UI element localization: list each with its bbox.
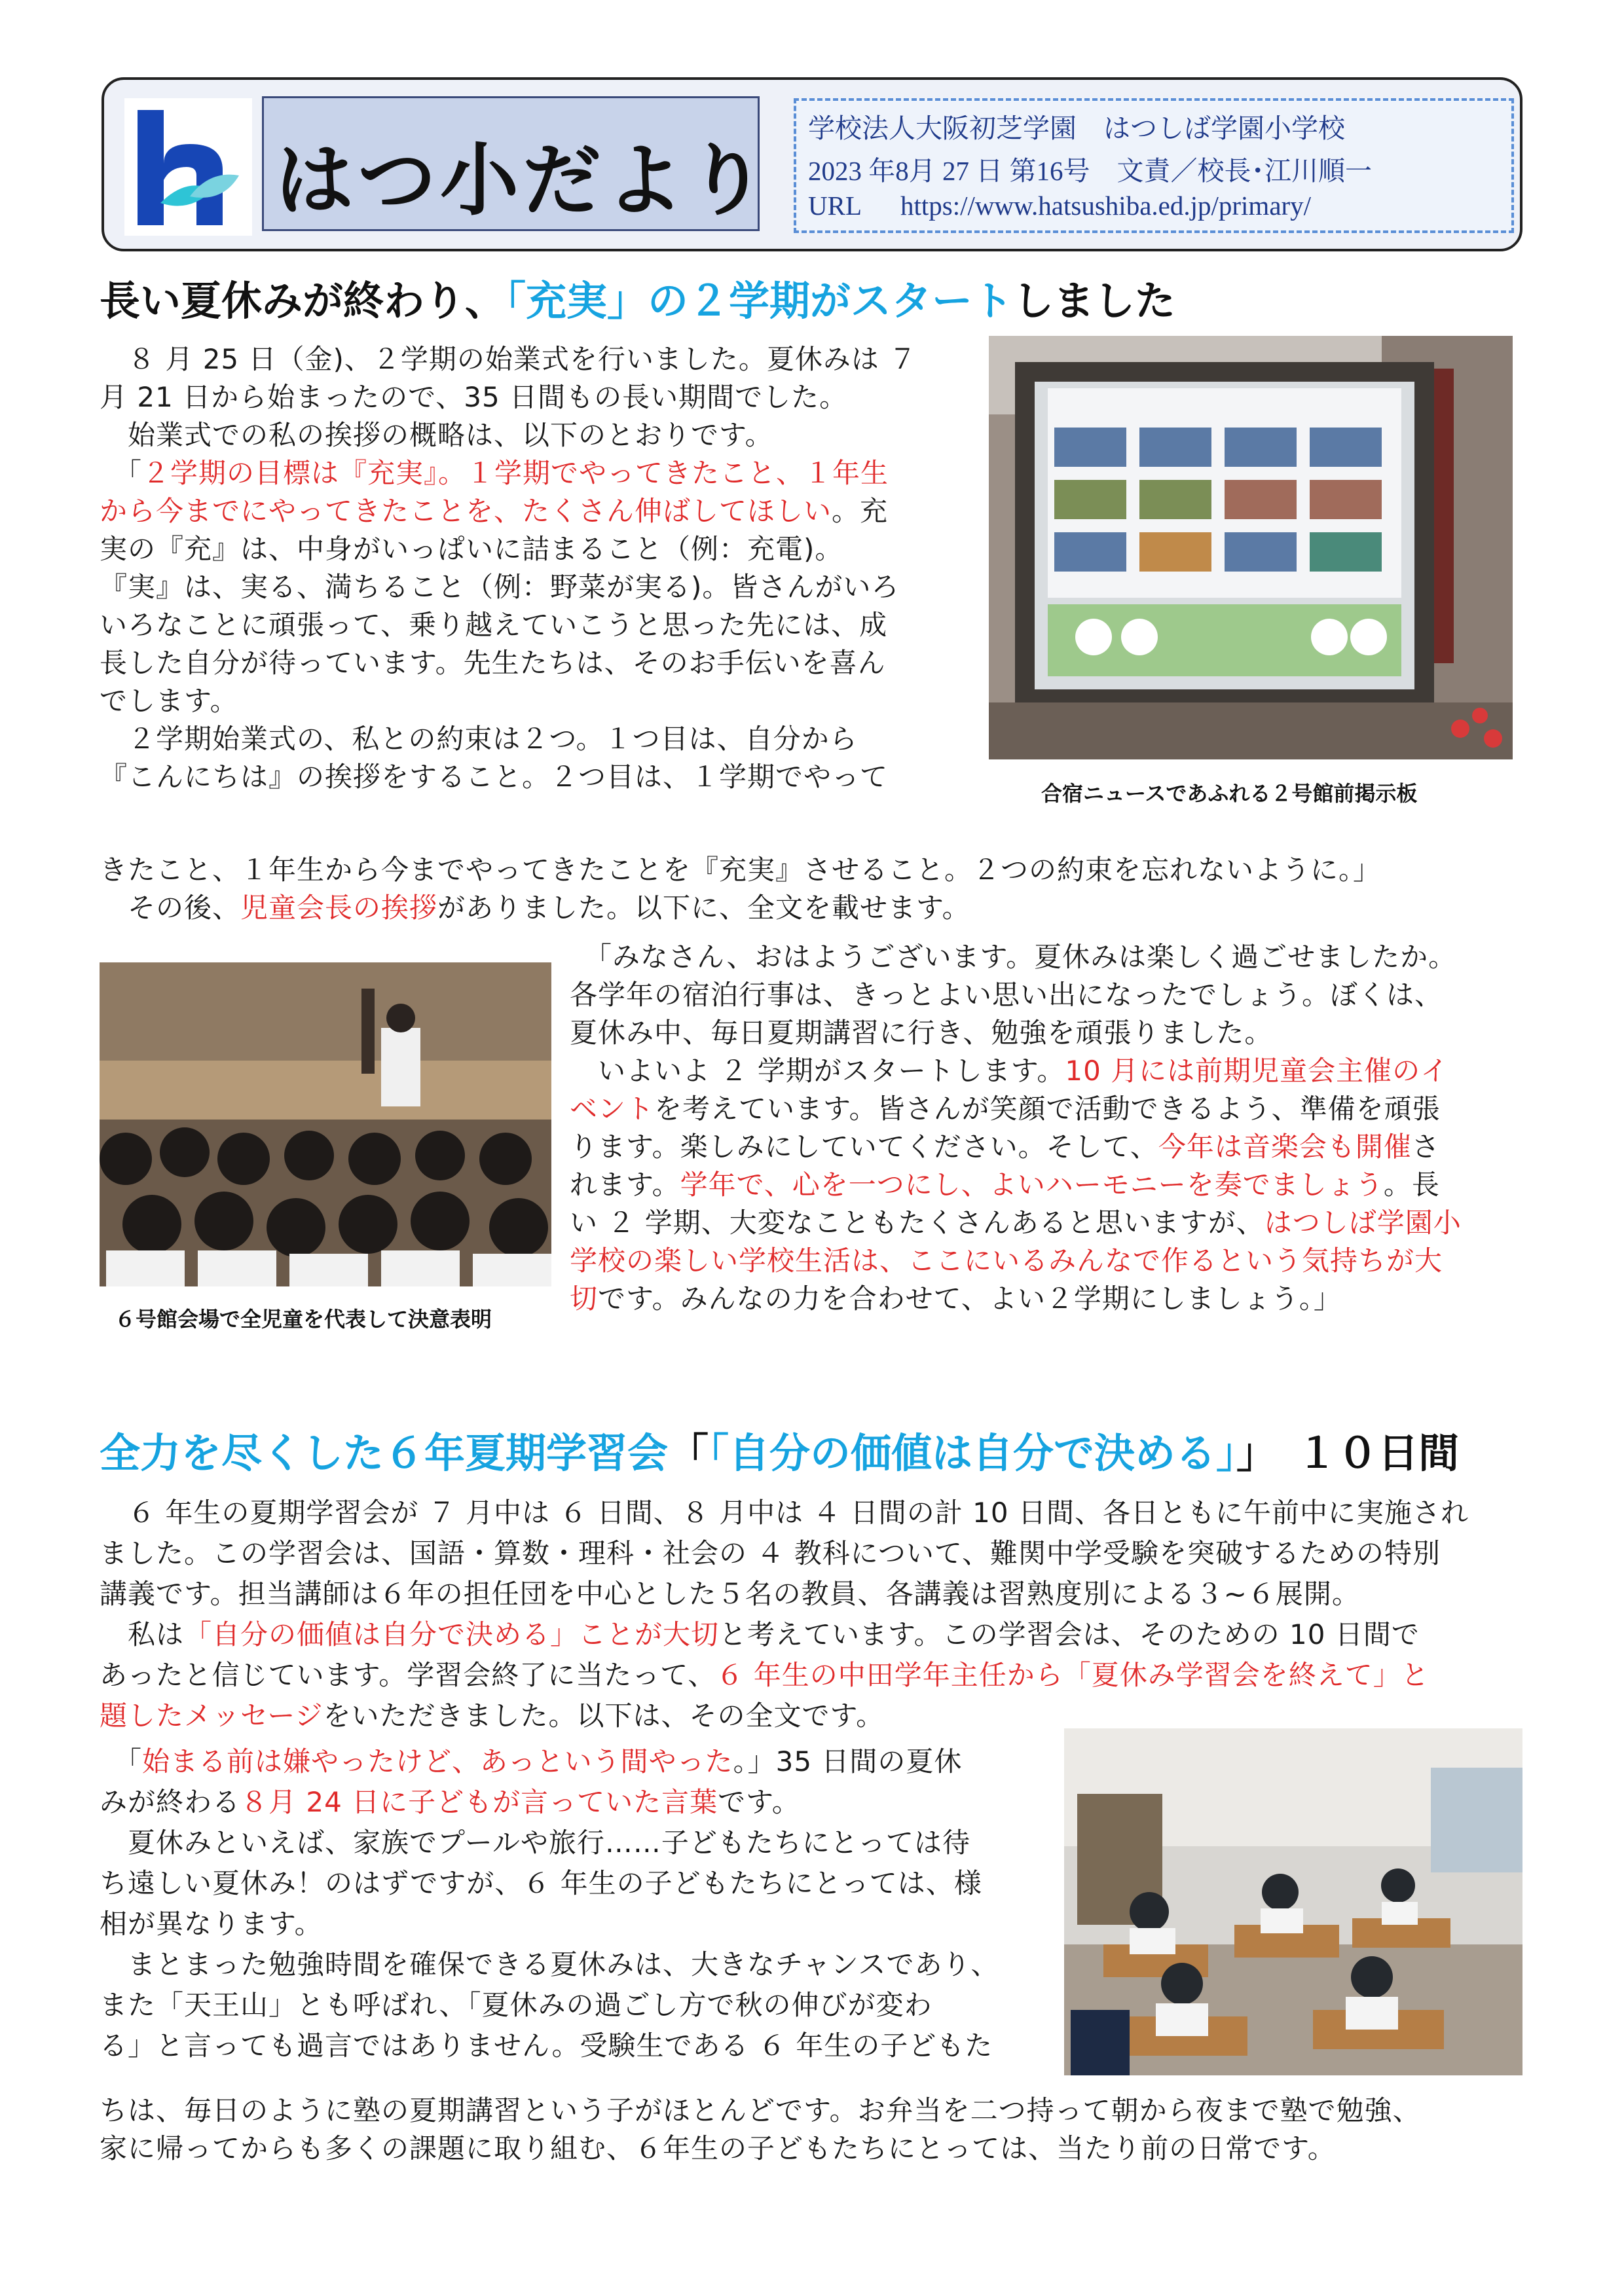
text-line bbox=[100, 1823, 999, 1863]
body-text: 家に帰ってからも多くの課題に取り組む、６年生の子どもたちにとっては、当たり前の日常です。 bbox=[100, 2132, 1336, 2164]
text-line bbox=[100, 2130, 1421, 2168]
text-line bbox=[100, 606, 917, 644]
text-line bbox=[100, 1533, 1469, 1574]
body-text: 私は bbox=[100, 1618, 185, 1650]
text-line bbox=[100, 1574, 1469, 1614]
emphasis-text: 児童会長の挨拶 bbox=[240, 892, 438, 924]
text-line bbox=[100, 758, 917, 796]
text-line bbox=[100, 1614, 1469, 1655]
text-line bbox=[570, 1090, 1462, 1128]
url-line bbox=[808, 190, 1311, 221]
school-logo-icon bbox=[124, 98, 252, 236]
emphasis-text: 題したメッセージ bbox=[100, 1700, 323, 1732]
body-text: いよいよ ２ 学期がスタートします。 bbox=[570, 1055, 1065, 1087]
body-text: ちは、毎日のように塾の夏期講習という子がほとんどです。お弁当を二つ持って朝から夜まで塾で勉強、 bbox=[100, 2094, 1421, 2126]
body-text: 相が異なります。 bbox=[100, 1908, 323, 1940]
body-text: 夏休み中、毎日夏期講習に行き、勉強を頑張りました。 bbox=[570, 1017, 1273, 1049]
body-text: ６ 年生の夏期学習会が ７ 月中は ６ 日間、８ 月中は ４ 日間の計 10 日間、各日ともに午前中に実施され bbox=[100, 1497, 1469, 1529]
body-text: いろなことに頑張って、乗り越えていこうと思った先には、成 bbox=[100, 609, 888, 641]
body-text: い ２ 学期、大変なこともたくさんあると思いますが、 bbox=[570, 1207, 1264, 1239]
emphasis-text: 学校の楽しい学校生活は、ここにいるみんなで作るという気持ちが大 bbox=[570, 1245, 1443, 1277]
url-label: URL bbox=[808, 191, 861, 221]
body-text: ります。楽しみにしていてください。そして、 bbox=[570, 1131, 1158, 1163]
emphasis-text: はつしば学園小 bbox=[1264, 1207, 1462, 1239]
text-line bbox=[100, 2026, 999, 2066]
body-text: 。長 bbox=[1383, 1169, 1440, 1201]
article2-body bbox=[100, 1741, 999, 2066]
article2-body-full bbox=[100, 1493, 1469, 1736]
body-text: ８ 月 25 日（金)、２学期の始業式を行いました。夏休みは ７ bbox=[100, 343, 917, 375]
article2-body-tail bbox=[100, 2092, 1421, 2168]
body-text: る」と言っても過言ではありません。受験生である ６ 年生の子どもた bbox=[100, 2030, 993, 2062]
body-text: 長した自分が待っています。先生たちは、そのお手伝いを喜ん bbox=[100, 647, 886, 679]
article2-heading-quote: 「「自分の価値は自分で決める」」 bbox=[668, 1429, 1278, 1477]
text-line bbox=[570, 938, 1462, 976]
photo1-caption: 合宿ニュースであふれる２号館前掲示板 bbox=[1041, 781, 1418, 806]
article1-body bbox=[100, 340, 917, 796]
text-line bbox=[100, 720, 917, 758]
body-text: その後、 bbox=[100, 892, 241, 924]
body-text: ました。この学習会は、国語・算数・理科・社会の ４ 教科について、難関中学受験を突破するための特別 bbox=[100, 1537, 1441, 1569]
text-line bbox=[100, 568, 917, 606]
body-text: ち遠しい夏休み！のはずですが、６ 年生の子どもたちにとっては、様 bbox=[100, 1867, 982, 1899]
body-text: 。充 bbox=[832, 495, 889, 527]
text-line bbox=[570, 976, 1462, 1014]
body-text: 月 21 日から始まったので、35 日間もの長い期間でした。 bbox=[100, 381, 848, 413]
article1-heading-part1: 長い夏休みが終わり、 bbox=[100, 277, 506, 325]
text-line bbox=[100, 1863, 999, 1904]
article1-heading-highlight: 「充実」の２学期がスタート bbox=[506, 277, 1014, 325]
body-text: がありました。以下に、全文を載せます。 bbox=[437, 892, 970, 924]
text-line bbox=[100, 340, 917, 378]
emphasis-text: 10 月には前期児童会主催のイ bbox=[1065, 1055, 1449, 1087]
text-line bbox=[100, 454, 917, 492]
emphasis-text: から今までにやってきたことを、たくさん伸ばしてほしい bbox=[100, 495, 832, 527]
emphasis-text: 今年は音楽会も開催 bbox=[1158, 1131, 1412, 1163]
article1-heading-part3: しました bbox=[1013, 277, 1176, 325]
text-line bbox=[570, 1166, 1462, 1204]
newsletter-title: はつ小だより bbox=[275, 136, 770, 227]
text-line bbox=[100, 1655, 1469, 1696]
body-text: 。」35 日間の夏休 bbox=[733, 1745, 963, 1777]
body-text: 始業式での私の挨拶の概略は、以下のとおりです。 bbox=[100, 419, 773, 451]
body-text: 講義です。担当講師は６年の担任団を中心とした５名の教員、各講義は習熟度別による３~６展開。 bbox=[100, 1578, 1360, 1610]
body-text: 実の『充』は、中身がいっぱいに詰まること（例：充電)。 bbox=[100, 533, 843, 565]
body-text: でします。 bbox=[100, 685, 238, 717]
body-text: 各学年の宿泊行事は、きっとよい思い出になったでしょう。ぼくは、 bbox=[570, 979, 1443, 1011]
article1-heading bbox=[100, 268, 1175, 327]
article2-heading-part1: 全力を尽くした６年夏期学習会 bbox=[100, 1429, 669, 1477]
classroom-photo bbox=[1064, 1728, 1522, 2075]
text-line bbox=[100, 378, 917, 416]
article2-heading bbox=[100, 1421, 1459, 1479]
school-name: 学校法人大阪初芝学園 はつしば学園小学校 bbox=[808, 113, 1345, 143]
school-logo bbox=[124, 98, 252, 236]
emphasis-text: ６ 年生の中田学年主任から「夏休み学習会を終えて」と bbox=[716, 1659, 1430, 1691]
text-line bbox=[100, 644, 917, 682]
text-line bbox=[100, 1782, 999, 1823]
text-line bbox=[100, 851, 1381, 889]
text-line bbox=[570, 1052, 1462, 1090]
body-text: 夏休みといえば、家族でプールや旅行……子どもたちにとっては待 bbox=[100, 1827, 971, 1859]
body-text: きたこと、１年生から今までやってきたことを『充実』させること。２つの約束を忘れないように。」 bbox=[100, 854, 1382, 886]
body-text: れます。 bbox=[570, 1169, 680, 1201]
body-text: 「 bbox=[100, 1745, 143, 1777]
text-line bbox=[570, 1280, 1462, 1318]
text-line bbox=[100, 1493, 1469, 1533]
emphasis-text: ベント bbox=[570, 1093, 655, 1125]
body-text: まとまった勉強時間を確保できる夏休みは、大きなチャンスであり、 bbox=[100, 1948, 999, 1980]
body-text: です。 bbox=[718, 1786, 800, 1818]
body-text: あったと信じています。学習会終了に当たって、 bbox=[100, 1659, 716, 1691]
photo2-caption: ６号館会場で全児童を代表して決意表明 bbox=[115, 1307, 492, 1332]
emphasis-text: 始まる前は嫌やったけど、あっという間やった bbox=[142, 1745, 733, 1777]
text-line bbox=[100, 1985, 999, 2026]
article2-heading-highlight: 「自分の価値は自分で決める」 bbox=[709, 1429, 1237, 1477]
emphasis-text: ２学期の目標は『充実』。１学期でやってきたこと、１年生 bbox=[142, 457, 889, 489]
emphasis-text: ８月 24 日に子どもが言っていた言葉 bbox=[240, 1786, 718, 1818]
body-text: を考えています。皆さんが笑顔で活動できるよう、準備を頑張 bbox=[654, 1093, 1441, 1125]
body-text: と考えています。この学習会は、そのための 10 日間で bbox=[719, 1618, 1420, 1650]
text-line bbox=[570, 1128, 1462, 1166]
body-text: 「 bbox=[100, 457, 143, 489]
text-line bbox=[100, 530, 917, 568]
body-text: また「天王山」とも呼ばれ、「夏休みの過ごし方で秋の伸びが変わ bbox=[100, 1989, 932, 2021]
body-text: さ bbox=[1411, 1131, 1440, 1163]
text-line bbox=[570, 1014, 1462, 1052]
text-line bbox=[100, 682, 917, 720]
url-link[interactable]: https://www.hatsushiba.ed.jp/primary/ bbox=[900, 191, 1312, 221]
body-text: 『実』は、実る、満ちること（例：野菜が実る)。皆さんがいろ bbox=[100, 571, 900, 603]
article1-body-full bbox=[100, 851, 1381, 927]
body-text: をいただきました。以下は、その全文です。 bbox=[323, 1700, 885, 1732]
emphasis-text: 学年で、心を一つにし、よいハーモニーを奏でましょう bbox=[680, 1169, 1384, 1201]
text-line bbox=[100, 889, 1381, 927]
article2-heading-part3: １０日間 bbox=[1297, 1429, 1460, 1477]
text-line bbox=[570, 1204, 1462, 1242]
body-text: 「みなさん、おはようございます。夏休みは楽しく過ごせましたか。 bbox=[570, 941, 1457, 973]
body-text: 『こんにちは』の挨拶をすること。２つ目は、１学期でやって bbox=[100, 761, 889, 793]
bulletin-board-photo bbox=[989, 336, 1513, 759]
text-line bbox=[100, 492, 917, 530]
body-text: です。みんなの力を合わせて、よい２学期にしましょう。」 bbox=[598, 1283, 1342, 1315]
text-line bbox=[100, 1904, 999, 1944]
emphasis-text: 切 bbox=[570, 1283, 599, 1315]
body-text: みが終わる bbox=[100, 1786, 241, 1818]
issue-info: 2023 年8月 27 日 第16号 文責／校長･江川順一 bbox=[808, 156, 1372, 186]
text-line bbox=[100, 1944, 999, 1985]
text-line bbox=[100, 1741, 999, 1782]
body-text: ２学期始業式の、私との約束は２つ。１つ目は、自分から bbox=[100, 723, 858, 755]
emphasis-text: 「自分の価値は自分で決める」ことが大切 bbox=[184, 1618, 720, 1650]
student-speech bbox=[570, 938, 1462, 1318]
text-line bbox=[570, 1242, 1462, 1280]
assembly-photo bbox=[100, 962, 551, 1286]
text-line bbox=[100, 2092, 1421, 2130]
text-line bbox=[100, 416, 917, 454]
